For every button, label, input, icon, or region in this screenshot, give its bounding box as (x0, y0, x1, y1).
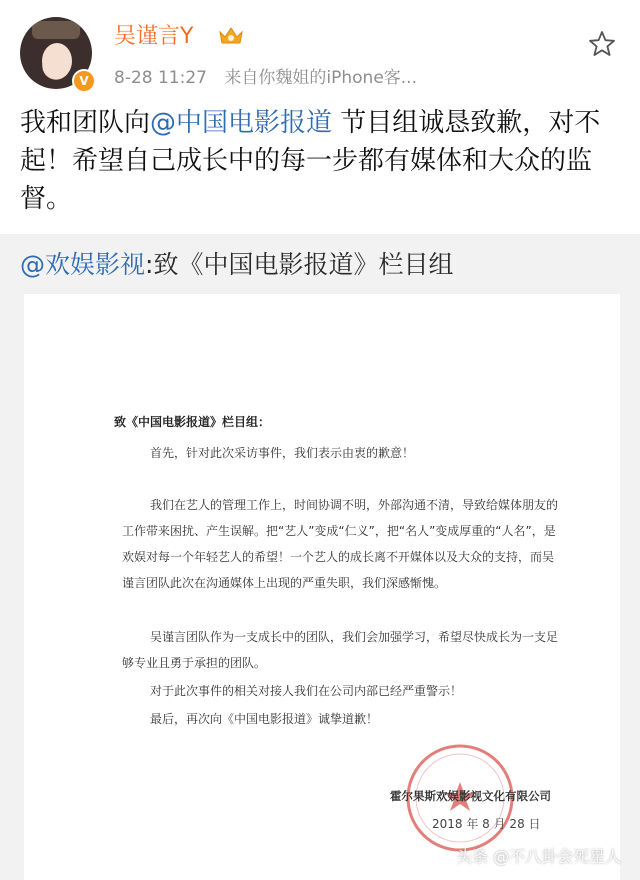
letter-paragraph: 首先，针对此次采访事件，我们表示由衷的歉意！ (150, 446, 415, 460)
star-icon[interactable] (588, 30, 616, 58)
post-text-after: 节目组诚恳致歉，对不起！希望自己成长中的每一步都有媒体和大众的监督。 (20, 108, 601, 214)
letter-paragraph: 对于此次事件的相关对接人我们在公司内部已经严重警示！ (150, 684, 463, 698)
letter-heading: 致《中国电影报道》栏目组： (114, 415, 271, 429)
letter-date: 2018 年 8 月 28 日 (432, 817, 541, 831)
verified-badge-icon: V (72, 69, 96, 93)
repost-title-text: :致《中国电影报道》栏目组 (145, 250, 454, 279)
avatar-face (42, 43, 72, 79)
repost-mention-link[interactable]: @欢娱影视 (20, 250, 146, 279)
post-source: 来自你魏姐的iPhone客... (224, 68, 417, 88)
mention-link[interactable]: @中国电影报道 (150, 108, 333, 138)
letter-paragraph: 我们在艺人的管理工作上，时间协调不明，外部沟通不清，导致给媒体朋友的工作带来困扰、产生误解。把“艺人”变成“仁义”，把“名人”变成厚重的“人名”，是欢娱对每一个年轻艺人的希望！一个艺人的成长离不开媒体以及大众的支持，而吴谨言团队此次在沟通媒体上出现的严重失职，我们深感惭愧。 (122, 498, 559, 590)
timestamp: 8-28 11:27 (114, 68, 207, 88)
letter-paragraph: 最后，再次向《中国电影报道》诚挚道歉！ (150, 712, 379, 726)
repost-card[interactable] (0, 234, 640, 880)
post-text (20, 104, 620, 218)
repost-title (20, 248, 453, 282)
watermark: 头条 @不八卦会死星人 (456, 847, 622, 866)
avatar-headdress (32, 21, 80, 39)
letter-company: 霍尔果斯欢娱影视文化有限公司 (390, 789, 551, 803)
vip-crown-icon (218, 24, 244, 46)
letter-image[interactable] (24, 294, 620, 880)
username[interactable]: 吴谨言Y (114, 24, 194, 49)
letter-paragraph: 吴谨言团队作为一支成长中的团队，我们会加强学习，希望尽快成长为一支足够专业且勇于承担的团队。 (122, 630, 559, 670)
post-meta (114, 66, 417, 90)
post-text-before: 我和团队向 (20, 108, 151, 138)
